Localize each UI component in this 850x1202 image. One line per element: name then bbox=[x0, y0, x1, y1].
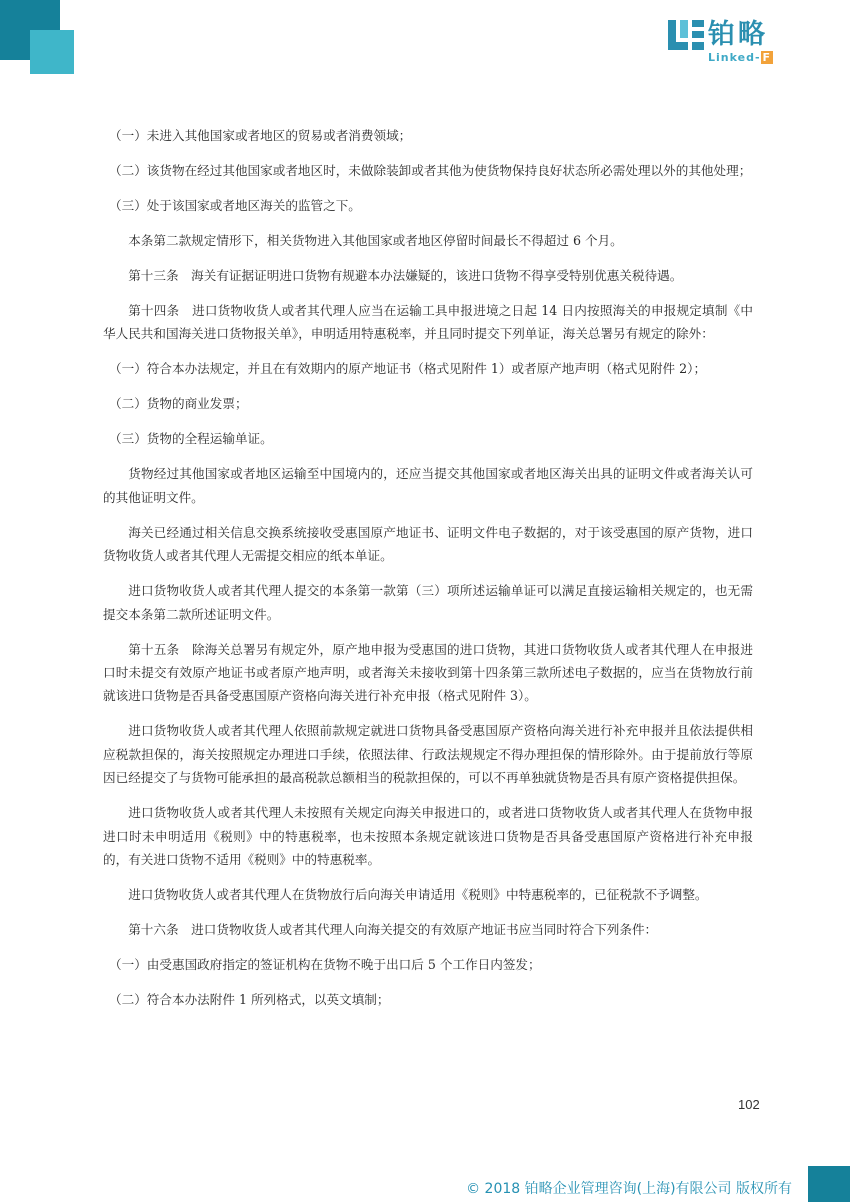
paragraph: 本条第二款规定情形下，相关货物进入其他国家或者地区停留时间最长不得超过 6 个月。 bbox=[128, 233, 623, 248]
paragraph: 进口货物收货人或者其代理人依照前款规定就进口货物具备受惠国原产资格向海关进行补充申报并且依法提供相应税款担保的，海关按照规定办理进口手续，依照法律、行政法规规定不得办理担保的情形除外。由于提前放行等原因已经提交了与货物可能承担的最高税款总额相当的税款担保的，可以不再单独就货物是否具有原产资格提供担保。 bbox=[103, 723, 753, 786]
paragraph: 进口货物收货人或者其代理人未按照有关规定向海关申报进口的，或者进口货物收货人或者其代理人在货物申报进口时未申明适用《税则》中的特惠税率，也未按照本条规定就该进口货物是否具备受惠国原产资格进行补充申报的，有关进口货物不适用《税则》中的特惠税率。 bbox=[103, 805, 753, 868]
paragraph: 货物经过其他国家或者地区运输至中国境内的，还应当提交其他国家或者地区海关出具的证明文件或者海关认可的其他证明文件。 bbox=[103, 466, 753, 505]
list-item: （一）未进入其他国家或者地区的贸易或者消费领域； bbox=[109, 128, 412, 143]
logo-mark-icon bbox=[668, 18, 704, 58]
list-item: （一）由受惠国政府指定的签证机构在货物不晚于出口后 5 个工作日内签发； bbox=[109, 957, 541, 973]
paragraph: 第十五条 除海关总署另有规定外，原产地申报为受惠国的进口货物，其进口货物收货人或者其代理人在申报进口时未提交有效原产地证书或者原产地声明，或者海关未接收到第十四条第三款所述电子数据的，应当在货物放行前就该进口货物是否具备受惠国原产资格向海关进行补充申报（格式见附件 3）。 bbox=[103, 641, 753, 704]
paragraph: 进口货物收货人或者其代理人在货物放行后向海关申请适用《税则》中特惠税率的，已征税款不予调整。 bbox=[128, 887, 708, 903]
logo-english-main: Linked- bbox=[708, 51, 761, 64]
list-item: （一）符合本办法规定，并且在有效期内的原产地证书（格式见附件 1）或者原产地声明（格式见附件 2）； bbox=[109, 361, 707, 377]
company-logo bbox=[668, 18, 798, 66]
list-item: （二）符合本办法附件 1 所列格式，以英文填制； bbox=[109, 992, 390, 1008]
logo-english-text bbox=[708, 51, 773, 64]
page-number: 102 bbox=[738, 1097, 760, 1112]
list-item: （二）该货物在经过其他国家或者地区时，未做除装卸或者其他为使货物保持良好状态所必需处理以外的其他处理； bbox=[109, 163, 752, 178]
logo-chinese-text: 铂略 bbox=[708, 19, 768, 50]
footer-copyright: © 2018 铂略企业管理咨询(上海)有限公司 版权所有 bbox=[466, 1181, 792, 1197]
paragraph: 海关已经通过相关信息交换系统接收受惠国原产地证书、证明文件电子数据的，对于该受惠国的原产货物，进口货物收货人或者其代理人无需提交相应的纸本单证。 bbox=[103, 524, 753, 564]
paragraph: 第十四条 进口货物收货人或者其代理人应当在运输工具申报进境之日起 14 日内按照海关的申报规定填制《中华人民共和国海关进口货物报关单》，申明适用特惠税率，并且同时提交下列单证，海关总署另有规定的除外： bbox=[103, 303, 753, 342]
footer-decoration bbox=[808, 1166, 850, 1202]
paragraph: 第十三条 海关有证据证明进口货物有规避本办法嫌疑的，该进口货物不得享受特别优惠关税待遇。 bbox=[128, 268, 683, 283]
logo-english-accent: F bbox=[762, 51, 772, 64]
paragraph: 第十六条 进口货物收货人或者其代理人向海关提交的有效原产地证书应当同时符合下列条件： bbox=[128, 922, 658, 938]
document-body bbox=[103, 124, 753, 1011]
paragraph: 进口货物收货人或者其代理人提交的本条第一款第（三）项所述运输单证可以满足直接运输相关规定的，也无需提交本条第二款所述证明文件。 bbox=[103, 583, 753, 622]
list-item: （三）货物的全程运输单证。 bbox=[109, 431, 273, 447]
list-item: （二）货物的商业发票； bbox=[109, 396, 248, 412]
corner-decoration-light bbox=[30, 30, 74, 74]
list-item: （三）处于该国家或者地区海关的监管之下。 bbox=[109, 198, 361, 213]
